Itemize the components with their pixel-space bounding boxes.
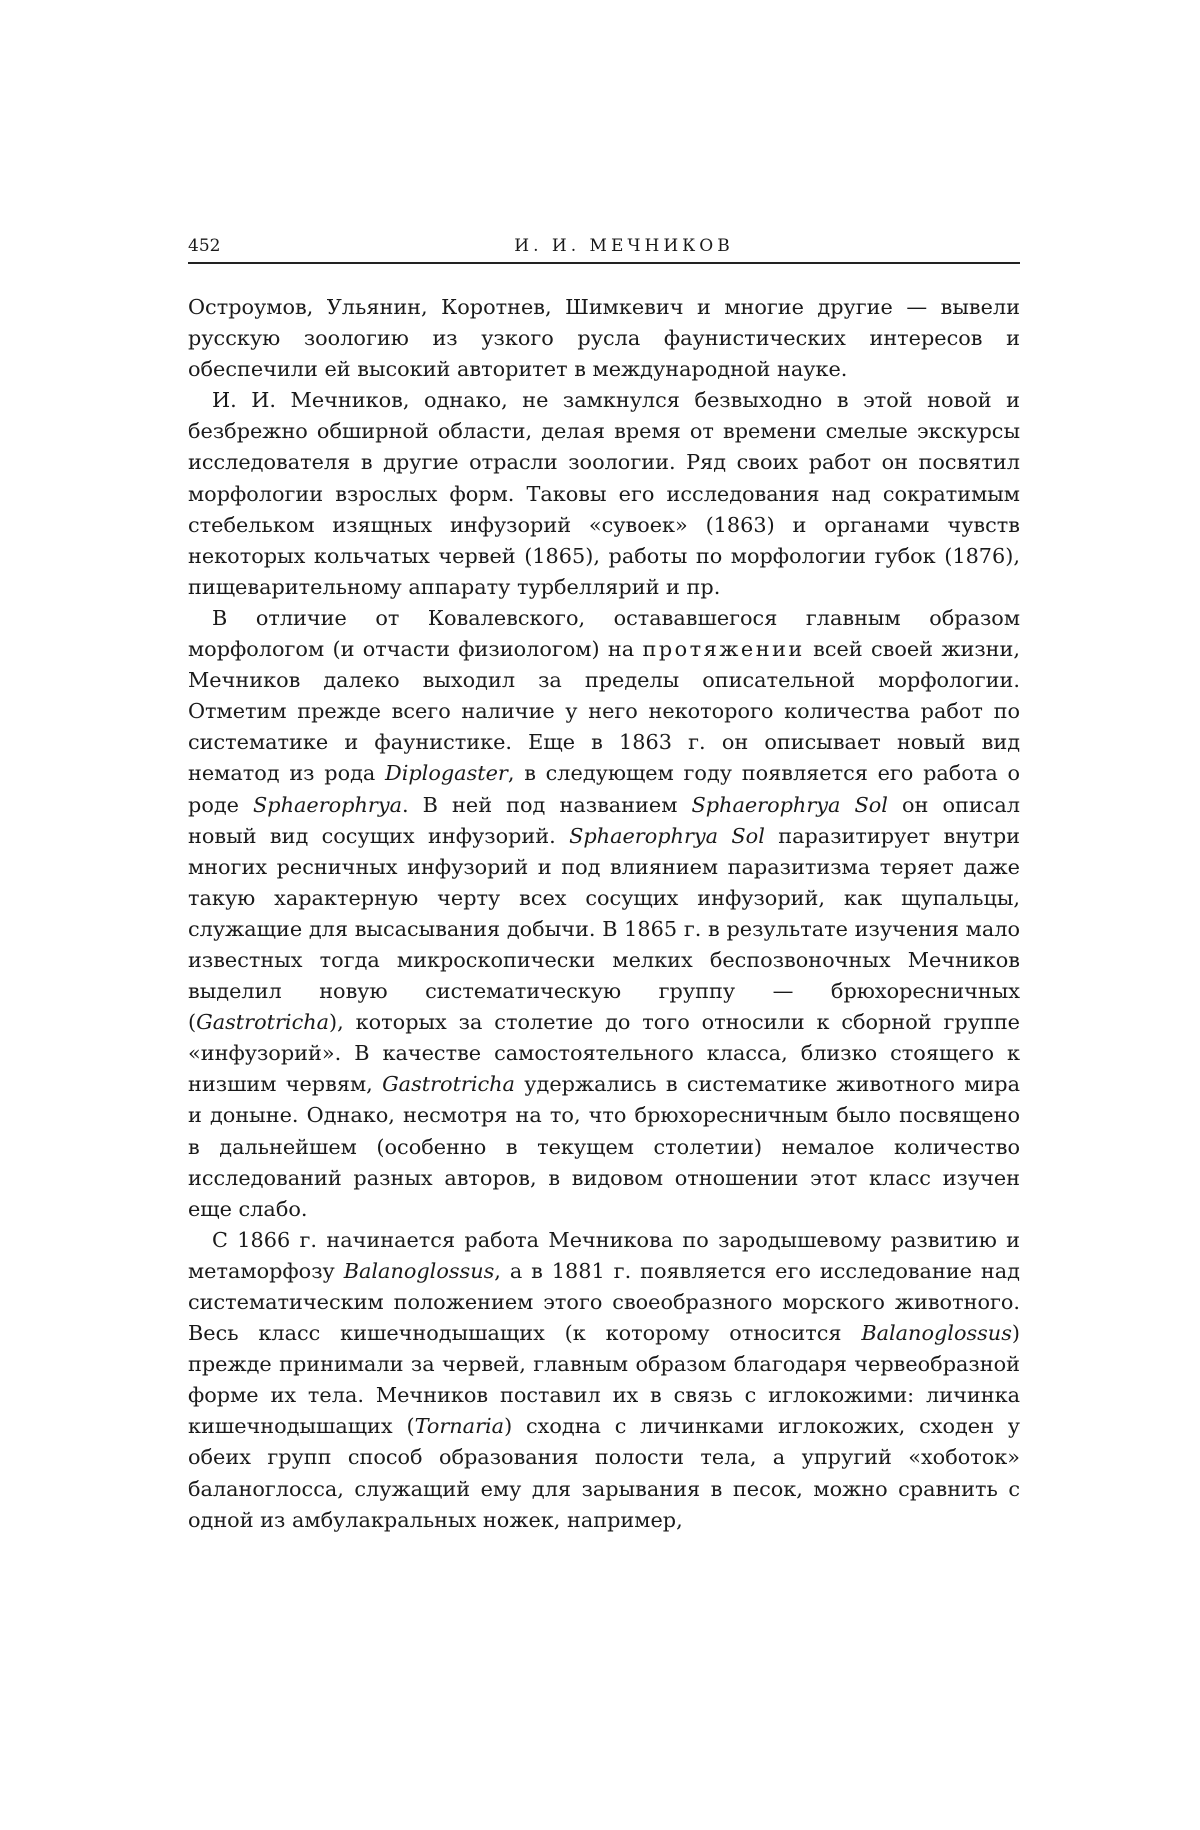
- book-page: [188, 236, 1020, 1536]
- text-run: Остроумов, Ульянин, Коротнев, Шимкевич и многие другие — вывели русскую зоологию из узкого русла фаунистических интересов и обеспечили ей высокий авторитет в международной науке.: [188, 295, 1020, 381]
- text-run: , в следующем году появляется его работа о роде: [188, 761, 1020, 816]
- text-run: он описал новый вид сосущих инфузорий.: [188, 793, 1020, 848]
- italic-term: Diplogaster: [385, 761, 508, 785]
- italic-term: Gastrotricha: [382, 1072, 515, 1096]
- body-text: [188, 292, 1020, 1536]
- text-run: всей своей жизни, Мечников далеко выходил за пределы описательной морфологии. Отметим прежде всего наличие у него некоторого количества работ по систематике и фаунистике. Еще в 1863 г. он описывает новый вид нематод из рода: [188, 637, 1020, 785]
- italic-term: Balanoglossus: [344, 1259, 495, 1283]
- italic-term: Tornaria: [415, 1414, 505, 1438]
- spaced-word: протяжении: [642, 637, 804, 661]
- text-run: ) сходна с личинками иглокожих, сходен у обеих групп способ образования полости тела, а упругий «хоботок» баланоглосса, служащий ему для зарывания в песок, можно сравнить с одной из амбулакральных ножек, например,: [188, 1414, 1020, 1531]
- paragraph-2: [188, 385, 1020, 603]
- text-run: И. И. Мечников, однако, не замкнулся безвыходно в этой новой и безбрежно обширной области, делая время от времени смелые экскурсы исследователя в другие отрасли зоологии. Ряд своих работ он посвятил морфологии взрослых форм. Таковы его исследования над сократимым стебельком изящных инфузорий «сувоек» (1863) и органами чувств некоторых кольчатых червей (1865), работы по морфологии губок (1876), пищеварительному аппарату турбеллярий и пр.: [188, 388, 1020, 599]
- paragraph-1: [188, 292, 1020, 385]
- running-head: [188, 236, 1020, 264]
- text-run: , а в 1881 г. появляется его исследование над систематическим положением этого своеобразного морского животного. Весь класс кишечнодышащих (к которому относится: [188, 1259, 1020, 1345]
- page-number: 452: [188, 236, 220, 256]
- text-run: . В ней под названием: [402, 793, 692, 817]
- text-run: паразитирует внутри многих ресничных инфузорий и под влиянием паразитизма теряет даже такую характерную черту всех сосущих инфузорий, как щупальцы, служащие для высасывания добычи. В 1865 г. в результате изучения мало известных тогда микроскопически мелких беспозвоночных Мечников выделил новую систематическую группу — брюхоресничных (: [188, 824, 1020, 1035]
- italic-term: Sphaerophrya Sol: [691, 793, 887, 817]
- text-run: С 1866 г. начинается работа Мечникова по зародышевому развитию и метаморфозу: [188, 1228, 1020, 1283]
- text-run: В отличие от Ковалевского, остававшегося главным образом морфологом (и отчасти физиологом) на: [188, 606, 1020, 661]
- italic-term: Gastrotricha: [196, 1010, 329, 1034]
- paragraph-4: [188, 1225, 1020, 1536]
- text-run: ), которых за столетие до того относили к сборной группе «инфузорий». В качестве самостоятельного класса, близко стоящего к низшим червям,: [188, 1010, 1020, 1096]
- paragraph-3: [188, 603, 1020, 1225]
- italic-term: Sphaerophrya: [253, 793, 402, 817]
- italic-term: Sphaerophrya Sol: [569, 824, 765, 848]
- running-title: И. И. МЕЧНИКОВ: [188, 236, 1020, 256]
- text-run: удержались в систематике животного мира и доныне. Однако, несмотря на то, что брюхоресничным было посвящено в дальнейшем (особенно в текущем столетии) немалое количество исследований разных авторов, в видовом отношении этот класс изучен еще слабо.: [188, 1072, 1020, 1220]
- text-run: ) прежде принимали за червей, главным образом благодаря червеобразной форме их тела. Мечников поставил их в связь с иглокожими: личинка кишечнодышащих (: [188, 1321, 1020, 1438]
- italic-term: Balanoglossus: [861, 1321, 1012, 1345]
